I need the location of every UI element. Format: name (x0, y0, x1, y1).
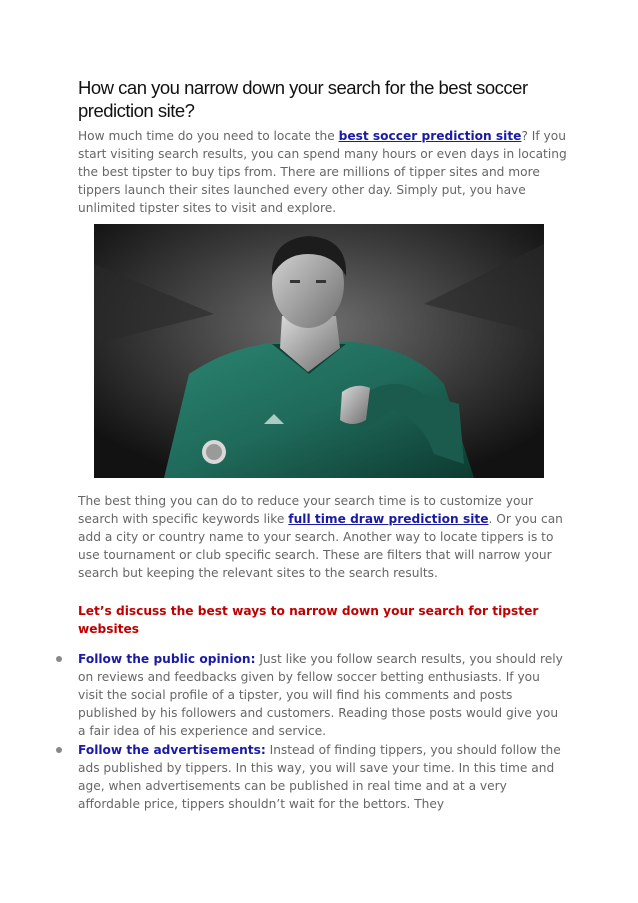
intro-text-after: ? If you start visiting search results, you can spend many hours or even days in locating the best tipster to buy tips from. There are millions of tipper sites and more tippers launch their sites launched every other day. Simply put, you have unlimited tipster sites to visit and explore. (78, 129, 567, 215)
bullet-dot-icon (56, 656, 62, 662)
para2-text-after: . Or you can add a city or country name to your search. Another way to locate tippers is to use tournament or club specific search. These are filters that will narrow your search but keeping the relevant sites to the search results. (78, 512, 563, 580)
full-time-draw-prediction-site-link[interactable]: full time draw prediction site (288, 512, 489, 526)
intro-paragraph (78, 127, 568, 217)
bullet-text (78, 650, 568, 740)
bullet-body: Instead of finding tippers, you should follow the ads published by tippers. In this way, you will save your time. In this time and age, when advertisements can be published in real time and at a very affordable price, tippers shouldn’t wait for the bettors. They (78, 743, 561, 811)
keywords-paragraph (78, 492, 568, 582)
player-photo-illustration (94, 224, 544, 478)
best-soccer-prediction-site-link[interactable]: best soccer prediction site (338, 129, 522, 143)
section-heading: Let’s discuss the best ways to narrow down your search for tipster websites (78, 604, 539, 636)
para2-text-before: The best thing you can do to reduce your search time is to customize your search with specific keywords like (78, 494, 534, 526)
player-photo (94, 224, 544, 478)
bullet-lead: Follow the public opinion: (78, 652, 256, 666)
bullet-dot-icon (56, 747, 62, 753)
page-title: How can you narrow down your search for the best soccer prediction site? (78, 77, 528, 121)
bullet-lead: Follow the advertisements: (78, 743, 266, 757)
intro-text-before: How much time do you need to locate the (78, 129, 339, 143)
bullet-body: Just like you follow search results, you should rely on reviews and feedbacks given by fellow soccer betting enthusiasts. If you visit the social profile of a tipster, you will find his comments and posts published by his followers and customers. Reading those posts would give you a fair idea of his experience and service. (78, 652, 563, 738)
bullet-text (78, 741, 568, 813)
